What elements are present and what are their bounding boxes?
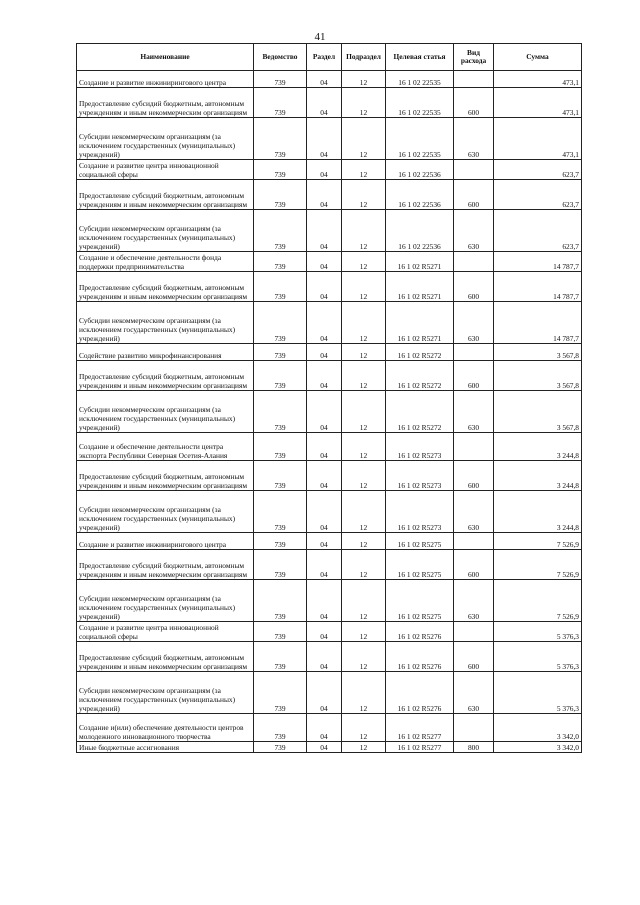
cell-name: Предоставление субсидий бюджетным, автономным учреждениям и иным некоммерческим организациям	[77, 272, 254, 302]
cell-name: Предоставление субсидий бюджетным, автономным учреждениям и иным некоммерческим организациям	[77, 642, 254, 672]
cell-department: 739	[254, 160, 307, 180]
cell-name: Предоставление субсидий бюджетным, автономным учреждениям и иным некоммерческим организациям	[77, 550, 254, 580]
table-row	[77, 160, 582, 180]
cell-name: Субсидии некоммерческим организациям (за исключением государственных (муниципальных) учреждений)	[77, 672, 254, 714]
cell-section: 04	[307, 302, 342, 344]
cell-target-item: 16 1 02 R5272	[386, 344, 454, 361]
cell-department: 739	[254, 272, 307, 302]
cell-section: 04	[307, 118, 342, 160]
table-row	[77, 88, 582, 118]
cell-department: 739	[254, 642, 307, 672]
header-department: Ведомство	[254, 44, 307, 71]
cell-section: 04	[307, 642, 342, 672]
cell-expense-type: 630	[454, 580, 494, 622]
cell-subsection: 12	[342, 714, 386, 742]
table-row	[77, 210, 582, 252]
cell-subsection: 12	[342, 302, 386, 344]
table-row	[77, 252, 582, 272]
cell-name: Создание и развитие инжинирингового центра	[77, 533, 254, 550]
table-row	[77, 742, 582, 753]
table-body	[77, 71, 582, 753]
table-row	[77, 491, 582, 533]
cell-subsection: 12	[342, 210, 386, 252]
cell-section: 04	[307, 491, 342, 533]
cell-department: 739	[254, 622, 307, 642]
cell-target-item: 16 1 02 R5276	[386, 622, 454, 642]
cell-amount: 3 244,8	[494, 461, 582, 491]
cell-amount: 3 342,0	[494, 714, 582, 742]
cell-name: Субсидии некоммерческим организациям (за исключением государственных (муниципальных) учреждений)	[77, 210, 254, 252]
cell-target-item: 16 1 02 22536	[386, 160, 454, 180]
cell-amount: 3 567,8	[494, 391, 582, 433]
cell-amount: 5 376,3	[494, 622, 582, 642]
cell-expense-type: 800	[454, 742, 494, 753]
cell-expense-type	[454, 344, 494, 361]
cell-section: 04	[307, 580, 342, 622]
cell-expense-type: 630	[454, 210, 494, 252]
cell-section: 04	[307, 714, 342, 742]
cell-section: 04	[307, 550, 342, 580]
cell-expense-type: 630	[454, 118, 494, 160]
cell-name: Иные бюджетные ассигнования	[77, 742, 254, 753]
cell-subsection: 12	[342, 180, 386, 210]
page-number: 41	[314, 31, 326, 43]
table-row	[77, 272, 582, 302]
cell-target-item: 16 1 02 R5271	[386, 302, 454, 344]
cell-amount: 5 376,3	[494, 642, 582, 672]
table-row	[77, 550, 582, 580]
cell-expense-type: 630	[454, 491, 494, 533]
cell-section: 04	[307, 622, 342, 642]
header-name: Наименование	[77, 44, 254, 71]
cell-amount: 14 787,7	[494, 252, 582, 272]
cell-section: 04	[307, 71, 342, 88]
header-target-item: Целевая статья	[386, 44, 454, 71]
cell-target-item: 16 1 02 R5277	[386, 714, 454, 742]
cell-amount: 7 526,9	[494, 550, 582, 580]
table-row	[77, 433, 582, 461]
cell-target-item: 16 1 02 R5275	[386, 533, 454, 550]
table-row	[77, 344, 582, 361]
cell-subsection: 12	[342, 118, 386, 160]
cell-subsection: 12	[342, 88, 386, 118]
cell-section: 04	[307, 461, 342, 491]
cell-target-item: 16 1 02 R5275	[386, 580, 454, 622]
cell-subsection: 12	[342, 361, 386, 391]
cell-amount: 3 567,8	[494, 361, 582, 391]
cell-name: Предоставление субсидий бюджетным, автономным учреждениям и иным некоммерческим организациям	[77, 361, 254, 391]
cell-subsection: 12	[342, 550, 386, 580]
cell-amount: 7 526,9	[494, 580, 582, 622]
cell-department: 739	[254, 550, 307, 580]
cell-expense-type: 600	[454, 361, 494, 391]
cell-expense-type: 600	[454, 642, 494, 672]
cell-name: Создание и обеспечение деятельности центра экспорта Республики Северная Осетия-Алания	[77, 433, 254, 461]
table-header-row	[77, 44, 582, 71]
cell-target-item: 16 1 02 R5273	[386, 491, 454, 533]
table-row	[77, 580, 582, 622]
cell-subsection: 12	[342, 622, 386, 642]
cell-section: 04	[307, 252, 342, 272]
table-row	[77, 180, 582, 210]
cell-name: Содействие развитию микрофинансирования	[77, 344, 254, 361]
cell-section: 04	[307, 344, 342, 361]
cell-target-item: 16 1 02 22536	[386, 210, 454, 252]
cell-subsection: 12	[342, 642, 386, 672]
cell-subsection: 12	[342, 433, 386, 461]
cell-section: 04	[307, 391, 342, 433]
cell-subsection: 12	[342, 344, 386, 361]
table-row	[77, 672, 582, 714]
cell-name: Создание и развитие центра инновационной социальной сферы	[77, 622, 254, 642]
table-row	[77, 642, 582, 672]
cell-target-item: 16 1 02 R5276	[386, 672, 454, 714]
cell-target-item: 16 1 02 R5275	[386, 550, 454, 580]
cell-subsection: 12	[342, 533, 386, 550]
cell-expense-type: 600	[454, 272, 494, 302]
cell-department: 739	[254, 391, 307, 433]
cell-amount: 3 244,8	[494, 491, 582, 533]
cell-amount: 3 342,0	[494, 742, 582, 753]
cell-department: 739	[254, 672, 307, 714]
cell-expense-type: 630	[454, 391, 494, 433]
cell-section: 04	[307, 361, 342, 391]
table-row	[77, 461, 582, 491]
cell-section: 04	[307, 272, 342, 302]
cell-subsection: 12	[342, 461, 386, 491]
cell-subsection: 12	[342, 71, 386, 88]
cell-department: 739	[254, 742, 307, 753]
cell-target-item: 16 1 02 R5272	[386, 391, 454, 433]
cell-name: Предоставление субсидий бюджетным, автономным учреждениям и иным некоммерческим организациям	[77, 180, 254, 210]
cell-amount: 3 567,8	[494, 344, 582, 361]
cell-department: 739	[254, 580, 307, 622]
cell-subsection: 12	[342, 391, 386, 433]
cell-section: 04	[307, 210, 342, 252]
cell-name: Предоставление субсидий бюджетным, автономным учреждениям и иным некоммерческим организациям	[77, 88, 254, 118]
cell-target-item: 16 1 02 R5273	[386, 433, 454, 461]
cell-section: 04	[307, 433, 342, 461]
cell-expense-type	[454, 252, 494, 272]
cell-target-item: 16 1 02 R5277	[386, 742, 454, 753]
cell-subsection: 12	[342, 672, 386, 714]
cell-department: 739	[254, 210, 307, 252]
cell-target-item: 16 1 02 22535	[386, 88, 454, 118]
cell-expense-type: 600	[454, 180, 494, 210]
cell-name: Предоставление субсидий бюджетным, автономным учреждениям и иным некоммерческим организациям	[77, 461, 254, 491]
cell-section: 04	[307, 180, 342, 210]
cell-amount: 14 787,7	[494, 272, 582, 302]
cell-target-item: 16 1 02 R5271	[386, 252, 454, 272]
header-section: Раздел	[307, 44, 342, 71]
cell-amount: 473,1	[494, 118, 582, 160]
cell-target-item: 16 1 02 22536	[386, 180, 454, 210]
cell-section: 04	[307, 160, 342, 180]
cell-department: 739	[254, 302, 307, 344]
budget-table	[76, 43, 582, 753]
cell-section: 04	[307, 88, 342, 118]
cell-target-item: 16 1 02 R5273	[386, 461, 454, 491]
cell-name: Создание и обеспечение деятельности фонда поддержки предпринимательства	[77, 252, 254, 272]
cell-subsection: 12	[342, 252, 386, 272]
cell-expense-type	[454, 160, 494, 180]
cell-target-item: 16 1 02 R5271	[386, 272, 454, 302]
table-row	[77, 391, 582, 433]
cell-department: 739	[254, 533, 307, 550]
cell-amount: 14 787,7	[494, 302, 582, 344]
header-expense-type: Вид расхода	[454, 44, 494, 71]
cell-department: 739	[254, 361, 307, 391]
cell-expense-type	[454, 533, 494, 550]
table-row	[77, 361, 582, 391]
cell-section: 04	[307, 742, 342, 753]
table-row	[77, 302, 582, 344]
cell-amount: 473,1	[494, 71, 582, 88]
cell-name: Создание и развитие центра инновационной социальной сферы	[77, 160, 254, 180]
cell-target-item: 16 1 02 22535	[386, 71, 454, 88]
header-subsection: Подраздел	[342, 44, 386, 71]
table-row	[77, 71, 582, 88]
cell-amount: 473,1	[494, 88, 582, 118]
cell-name: Субсидии некоммерческим организациям (за исключением государственных (муниципальных) учреждений)	[77, 491, 254, 533]
cell-target-item: 16 1 02 22535	[386, 118, 454, 160]
cell-department: 739	[254, 252, 307, 272]
cell-department: 739	[254, 461, 307, 491]
cell-target-item: 16 1 02 R5272	[386, 361, 454, 391]
cell-expense-type: 600	[454, 550, 494, 580]
cell-amount: 7 526,9	[494, 533, 582, 550]
cell-name: Создание и(или) обеспечение деятельности центров молодежного инновационного творчества	[77, 714, 254, 742]
cell-subsection: 12	[342, 580, 386, 622]
cell-subsection: 12	[342, 742, 386, 753]
cell-name: Субсидии некоммерческим организациям (за исключением государственных (муниципальных) учреждений)	[77, 302, 254, 344]
table-row	[77, 533, 582, 550]
cell-department: 739	[254, 118, 307, 160]
cell-section: 04	[307, 672, 342, 714]
cell-department: 739	[254, 71, 307, 88]
cell-expense-type: 600	[454, 461, 494, 491]
cell-name: Субсидии некоммерческим организациям (за исключением государственных (муниципальных) учреждений)	[77, 118, 254, 160]
cell-target-item: 16 1 02 R5276	[386, 642, 454, 672]
cell-department: 739	[254, 714, 307, 742]
table-row	[77, 714, 582, 742]
cell-expense-type: 630	[454, 672, 494, 714]
cell-section: 04	[307, 533, 342, 550]
cell-amount: 623,7	[494, 210, 582, 252]
cell-department: 739	[254, 180, 307, 210]
cell-name: Субсидии некоммерческим организациям (за исключением государственных (муниципальных) учреждений)	[77, 580, 254, 622]
cell-subsection: 12	[342, 272, 386, 302]
cell-expense-type: 630	[454, 302, 494, 344]
cell-amount: 623,7	[494, 180, 582, 210]
cell-amount: 623,7	[494, 160, 582, 180]
cell-expense-type	[454, 433, 494, 461]
cell-amount: 3 244,8	[494, 433, 582, 461]
cell-name: Субсидии некоммерческим организациям (за исключением государственных (муниципальных) учреждений)	[77, 391, 254, 433]
cell-expense-type	[454, 622, 494, 642]
cell-amount: 5 376,3	[494, 672, 582, 714]
cell-subsection: 12	[342, 160, 386, 180]
cell-expense-type: 600	[454, 88, 494, 118]
cell-department: 739	[254, 88, 307, 118]
cell-department: 739	[254, 491, 307, 533]
cell-department: 739	[254, 344, 307, 361]
cell-name: Создание и развитие инжинирингового центра	[77, 71, 254, 88]
header-amount: Сумма	[494, 44, 582, 71]
cell-subsection: 12	[342, 491, 386, 533]
cell-expense-type	[454, 71, 494, 88]
table-row	[77, 118, 582, 160]
table-row	[77, 622, 582, 642]
cell-expense-type	[454, 714, 494, 742]
cell-department: 739	[254, 433, 307, 461]
